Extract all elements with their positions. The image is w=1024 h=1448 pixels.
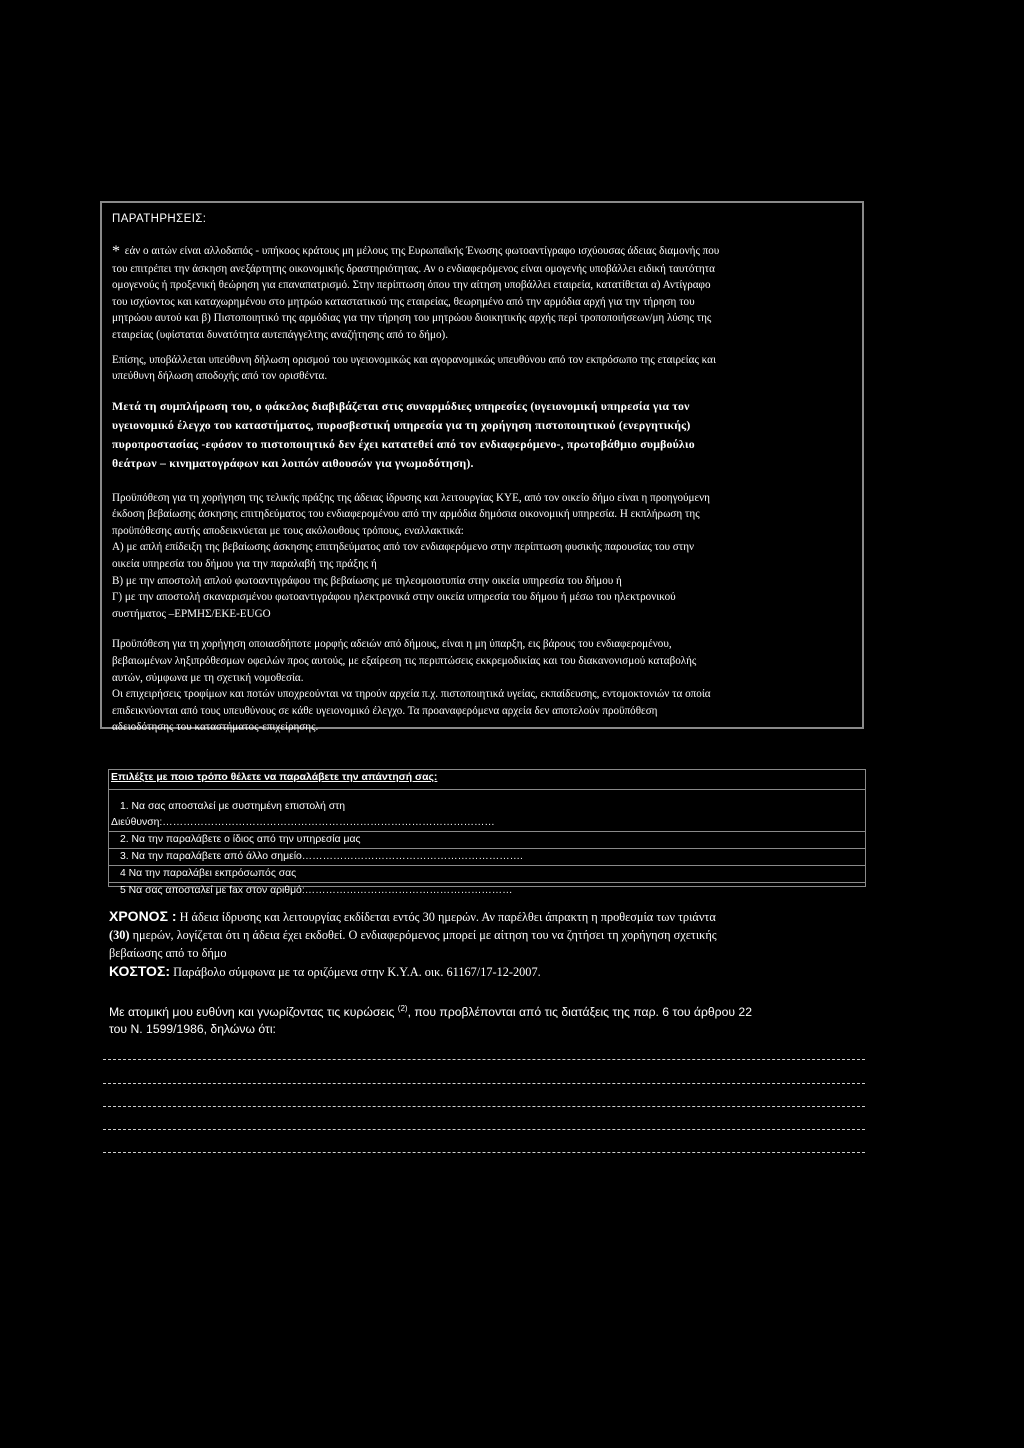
delivery-option-registered-mail[interactable]: 1. Να σας αποσταλεί με συστημένη επιστολή στη: [120, 801, 346, 812]
cost-line: ΚΟΣΤΟΣ: Παράβολο σύμφωνα με τα οριζόμενα στην Κ.Υ.Α. οικ. 61167/17-12-2007.: [109, 963, 541, 979]
notes-paragraph-forwarding: [112, 397, 854, 474]
text-line: βεβαιωμένων ληξιπρόθεσμων οφειλών προς αυτούς, με εξαίρεση τις περιπτώσεις εκκρεμοδικίας και του διακανονισμού καταβολής: [112, 654, 697, 667]
text-line: προϋπόθεσης αυτής αποδεικνύεται με τους ακόλουθους τρόπους, εναλλακτικά:: [112, 524, 464, 537]
delivery-choice-header: Επιλέξτε με ποιο τρόπο θέλετε να παραλάβετε την απάντησή σας:: [109, 770, 865, 790]
text-line: οικεία υπηρεσία του δήμου για την παραλαβή της πράξης ή: [112, 557, 377, 570]
time-line: βεβαίωσης από το δήμο: [109, 946, 227, 960]
declaration-line: του Ν. 1599/1986, δηλώνω ότι:: [109, 1022, 276, 1037]
time-cost-section: [109, 907, 867, 981]
delivery-address-field[interactable]: Διεύθυνση:……………………………………………………………………………………: [111, 817, 495, 828]
time-line: (30) ημερών, λογίζεται ότι η άδεια έχει εκδοθεί. Ο ενδιαφερόμενος μπορεί με αίτηση του να ζητήσει τη χορήγηση σχετικής: [109, 928, 717, 942]
text-line: πυροπροστασίας -εφόσον το πιστοποιητικό δεν έχει κατατεθεί από τον ενδιαφερόμενο-, πρωτοβάθμιο συμβούλιο: [112, 437, 695, 452]
delivery-choice-box: [108, 769, 866, 896]
notes-paragraph-prerequisite-debts: [112, 636, 854, 736]
notes-title: ΠΑΡΑΤΗΡΗΣΕΙΣ:: [112, 213, 207, 225]
text-line: εταιρείας (υφίσταται δυνατότητα αυτεπάγγελτης αναζήτησης από το δήμο).: [112, 328, 449, 341]
fill-line[interactable]: [103, 1106, 865, 1107]
delivery-option-representative[interactable]: 4 Να την παραλάβει εκπρόσωπός σας: [109, 865, 865, 882]
text-line: συστήματος –ΕΡΜΗΣ/ΕΚΕ-EUGO: [112, 607, 271, 620]
time-label: ΧΡΟΝΟΣ :: [109, 908, 177, 924]
declaration-text: [109, 1000, 849, 1038]
text-line: υπεύθυνη δήλωση αποδοχής από τον ορισθέντα.: [112, 370, 328, 383]
text-line: Προϋπόθεση για τη χορήγηση οποιασδήποτε μορφής αδειών από δήμους, είναι η μη ύπαρξη, εις βάρους του ενδιαφερομένου,: [112, 638, 672, 651]
fill-line[interactable]: [103, 1152, 865, 1153]
time-days: (30): [109, 928, 130, 942]
text-line: επιδεικνύονται από τους υπευθύνους σε κάθε υγειονομικό έλεγχο. Τα προαναφερόμενα αρχεία δεν αποτελούν προϋπόθεση: [112, 704, 658, 717]
text-line: Μετά τη συμπλήρωση του, ο φάκελος διαβιβάζεται στις συναρμόδιες υπηρεσίες (υγειονομική υπηρεσία για τον: [112, 398, 690, 413]
text-line: του επιτρέπει την άσκηση ανεξάρτητης οικονομικής δραστηριότητας. Αν ο ενδιαφερόμενος είναι ομογενής υποβάλλει ειδική ταυτότητα: [112, 262, 715, 275]
text-line: Επίσης, υποβάλλεται υπεύθυνη δήλωση ορισμού του υγειονομικώς και αγορανομικώς υπευθύνου από τον εκπρόσωπο της εταιρείας και: [112, 353, 716, 366]
text-line: έκδοση βεβαίωσης άσκησης επιτηδεύματος του ενδιαφερομένου από την αρμόδια δημόσια οικονομική υπηρεσία. Η εκπλήρωση της: [112, 508, 700, 521]
text-line: Α) με απλή επίδειξη της βεβαίωσης άσκησης επιτηδεύματος από τον ενδιαφερόμενο στην περίπτωση φυσικής παρουσίας του στην: [112, 541, 695, 554]
text-line: Γ) με την αποστολή σκαναρισμένου φωτοαντιγράφου ηλεκτρονικά στην οικεία υπηρεσία του δήμου ή μέσω του ηλεκτρονικού: [112, 591, 676, 604]
text-line: αυτών, σύμφωνα με τη σχετική νομοθεσία.: [112, 671, 304, 684]
footnote-ref: (2): [397, 1004, 408, 1013]
text-line: αδειοδότησης του καταστήματος-επιχείρησης.: [112, 721, 319, 734]
fill-line[interactable]: [103, 1083, 865, 1084]
text-line: ομογενούς ή προξενική θεώρηση για επαναπατρισμό. Στην περίπτωση όπου την αίτηση υποβάλλει εταιρεία, κατατίθεται α) Αντίγραφο: [112, 279, 711, 292]
time-line: ΧΡΟΝΟΣ : Η άδεια ίδρυσης και λειτουργίας εκδίδεται εντός 30 ημερών. Αν παρέλθει άπρακτη η προθεσμία των τριάντα: [109, 908, 716, 924]
fill-line[interactable]: [103, 1059, 865, 1060]
text-line: θεάτρων – κινηματογράφων και λοιπών αιθουσών για γνωμοδότηση).: [112, 456, 474, 471]
notes-box: [100, 201, 864, 734]
delivery-option-in-person[interactable]: 2. Να την παραλάβετε ο ίδιος από την υπηρεσία μας: [109, 831, 865, 848]
notes-paragraph-foreign-applicant: [112, 243, 854, 344]
notes-paragraph-prerequisite-tax: [112, 490, 854, 623]
declaration-line: Με ατομική μου ευθύνη και γνωρίζοντας τις κυρώσεις $^{(2)}$, που προβλέπονται από τις διατάξεις της παρ. 6 του άρθρου 22: [109, 1004, 752, 1020]
text-line: υγειονομικό έλεγχο του καταστήματος, πυροσβεστική υπηρεσία για τη χορήγηση πιστοποιητικού (ενεργητικής): [112, 417, 691, 432]
text-line: Β) με την αποστολή απλού φωτοαντιγράφου της βεβαίωσης με τηλεομοιοτυπία στην οικεία υπηρεσία του δήμου ή: [112, 574, 622, 587]
asterisk-mark: *: [112, 243, 120, 260]
cost-label: ΚΟΣΤΟΣ:: [109, 963, 171, 979]
text-line: του ισχύοντος και καταχωρημένου στο μητρώο καταστατικού της εταιρείας, θεωρημένο από την αρμόδια αρχή για την τήρηση του: [112, 295, 695, 308]
delivery-option-fax[interactable]: 5 Να σας αποσταλεί με fax στον αριθμό:……………………………………………………: [109, 882, 865, 899]
text-line: Προϋπόθεση για τη χορήγηση της τελικής πράξης της άδειας ίδρυσης και λειτουργίας ΚΥΕ, από τον οικείο δήμο είναι η προηγούμενη: [112, 491, 710, 504]
text-line: μητρώου αυτού και β) Πιστοποιητικό της αρμόδιας για την τήρηση του μητρώου διοικητικής αρχής περί τροποποιήσεων/μη λύσης της: [112, 312, 712, 325]
notes-paragraph-responsible-declaration: [112, 352, 854, 385]
delivery-option-other-point[interactable]: 3. Να την παραλάβετε από άλλο σημείο……………………………………………………….: [109, 848, 865, 865]
fill-line[interactable]: [103, 1129, 865, 1130]
text-line: * εάν ο αιτών είναι αλλοδαπός - υπήκοος κράτους μη μέλους της Ευρωπαϊκής Ένωσης φωτοαντίγραφο ισχύουσας άδειας διαμονής που: [112, 243, 720, 260]
text-line: Οι επιχειρήσεις τροφίμων και ποτών υποχρεούνται να τηρούν αρχεία π.χ. πιστοποιητικά υγείας, εκπαίδευσης, εντομοκτονιών τα οποία: [112, 688, 711, 701]
